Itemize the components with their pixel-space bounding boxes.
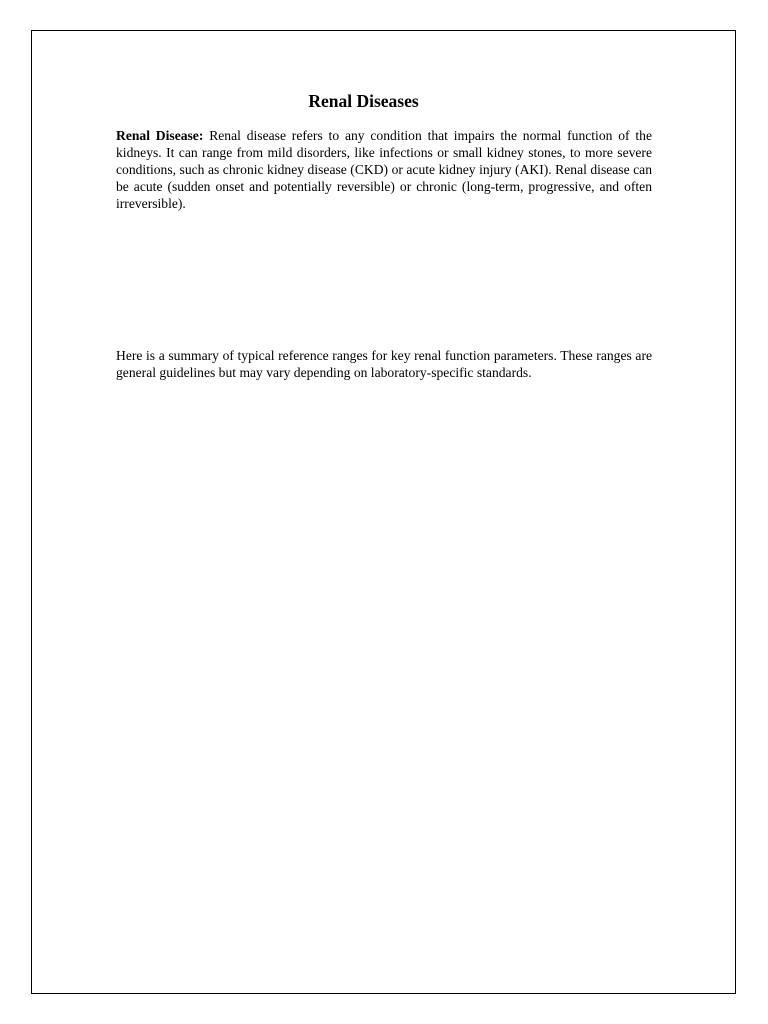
document-title: Renal Diseases	[308, 91, 419, 111]
definition-term: Renal Disease:	[116, 128, 204, 143]
definition-paragraph	[116, 127, 652, 212]
definition-text: Renal disease refers to any condition that impairs the normal function of the kidneys. It can range from mild disorders, like infections or small kidney stones, to more severe conditions, such as chronic kidney disease (CKD) or acute kidney injury (AKI). Renal disease can be acute (sudden onset and potentially reversible) or chronic (long-term, progressive, and often irreversible).	[116, 128, 652, 211]
summary-paragraph: Here is a summary of typical reference ranges for key renal function parameters. These ranges are general guidelines but may vary depending on laboratory-specific standards.	[116, 348, 652, 380]
page-border	[31, 30, 736, 994]
